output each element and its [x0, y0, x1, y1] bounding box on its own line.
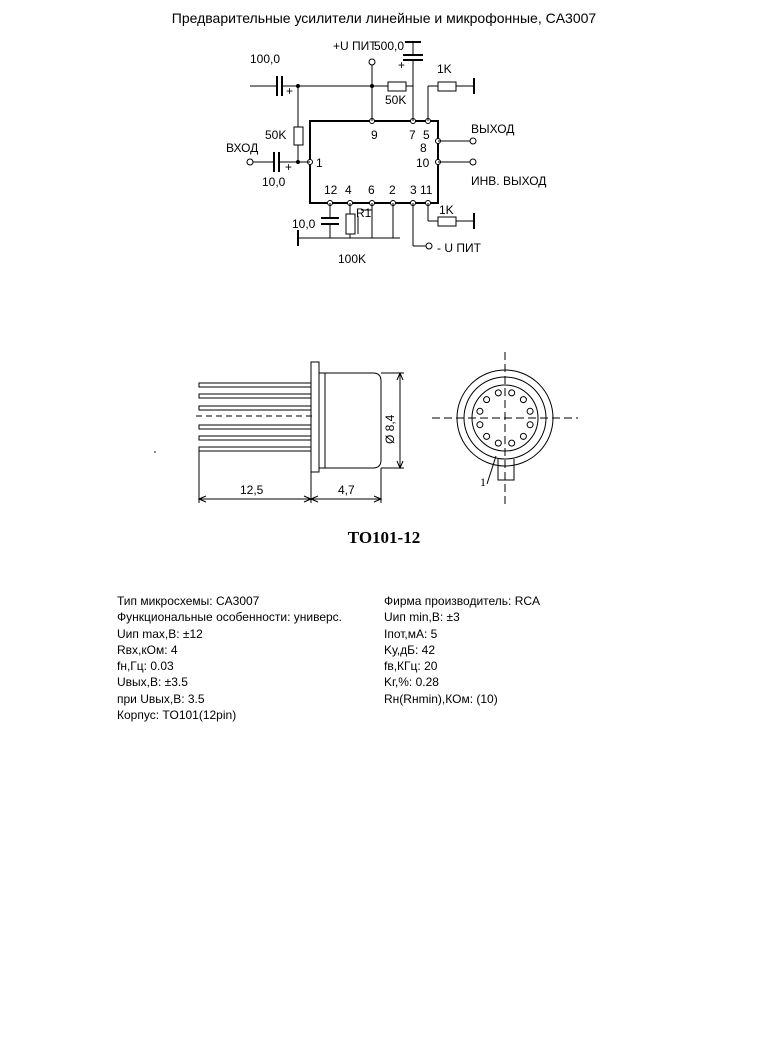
spec-input-resistance: Rвх,кОм: 4: [117, 642, 178, 657]
package-pin: [509, 390, 515, 396]
package-pin: [509, 440, 515, 446]
c-coupling-plus: +: [286, 84, 294, 98]
inv-output-label: ИНВ. ВЫХОД: [471, 174, 547, 188]
spec-supply-min: Uип min,B: ±3: [384, 610, 460, 625]
c-coupling-label: 100,0: [250, 52, 281, 66]
specs-right-column: [384, 593, 644, 707]
package-name: TO101-12: [347, 528, 421, 547]
r-1k-top-label: 1K: [437, 62, 452, 76]
r-50k-top-label: 50K: [385, 93, 407, 107]
spec-package: Корпус: TO101(12pin): [117, 708, 237, 723]
r-100k-label: 100K: [338, 252, 367, 266]
pin-9-label: 9: [371, 128, 378, 142]
package-leads: [199, 383, 311, 451]
package-pin: [484, 397, 490, 403]
package-bottom-view: [432, 352, 578, 505]
c-bottom-label: 10,0: [292, 217, 316, 231]
spec-high-frequency: fв,КГц: 20: [384, 659, 438, 674]
c-input-plus: +: [285, 160, 293, 174]
pin-1-label: 1: [316, 156, 323, 170]
c-input-label: 10,0: [262, 175, 286, 189]
pin-3-label: 3: [410, 183, 417, 197]
pin-4-label: 4: [345, 183, 352, 197]
spec-manufacturer: Фирма производитель: RCA: [384, 594, 541, 608]
c-supply-label: 500,0: [374, 39, 405, 53]
package-pin: [520, 433, 526, 439]
pin-11-label: 11: [420, 183, 433, 197]
pin-6-label: 6: [368, 183, 375, 197]
package-pin: [520, 397, 526, 403]
specs-left-column: [117, 593, 387, 723]
package-pin: [527, 408, 533, 414]
page-title: Предварительные усилители линейные и микрофонные, CA3007: [171, 10, 597, 26]
supply-neg-label: - U ПИТ: [437, 241, 481, 255]
package-pin: [495, 440, 501, 446]
spec-chip-type: Тип микросхемы: CA3007: [117, 594, 260, 608]
pin-8-label: 8: [420, 141, 427, 155]
r1-label: R1: [356, 206, 372, 220]
pin-12-label: 12: [324, 183, 338, 197]
pin-7-label: 7: [409, 128, 416, 142]
supply-pos-label: +U ПИТ: [333, 39, 377, 53]
package-pin: [477, 422, 483, 428]
package-side-view: [154, 362, 404, 503]
spec-low-frequency: fн,Гц: 0.03: [117, 659, 174, 674]
input-label: ВХОД: [226, 141, 259, 155]
circuit-schematic: [226, 39, 546, 266]
package-pin: [495, 390, 501, 396]
package-pin: [484, 433, 490, 439]
dim-length-label: 12,5: [240, 483, 264, 497]
spec-supply-current: Iпот,мA: 5: [384, 626, 438, 641]
package-pin: [527, 422, 533, 428]
spec-supply-max: Uип max,B: ±12: [117, 626, 203, 641]
spec-at-output-voltage: при Uвых,B: 3.5: [117, 691, 205, 706]
spec-distortion: Kг,%: 0.28: [384, 675, 439, 690]
c-supply-plus: +: [398, 58, 406, 72]
spec-gain: Kу,дБ: 42: [384, 642, 436, 657]
output-label: ВЫХОД: [471, 122, 515, 136]
dim-diameter-label: Ø 8,4: [383, 414, 397, 444]
spec-load-resistance: Rн(Rнmin),КОм: (10): [384, 691, 498, 706]
dim-body-label: 4,7: [338, 483, 355, 497]
pin-10-label: 10: [416, 156, 430, 170]
pin-2-label: 2: [389, 183, 396, 197]
package-pin: [477, 408, 483, 414]
spec-output-voltage: Uвых,B: ±3.5: [117, 675, 188, 690]
r-50k-left-label: 50K: [265, 128, 287, 142]
pin-5-label: 5: [423, 128, 430, 142]
spec-features: Функциональные особенности: универс.: [117, 610, 343, 625]
pin1-label: 1: [480, 475, 486, 489]
r-1k-bottom-label: 1K: [439, 203, 454, 217]
